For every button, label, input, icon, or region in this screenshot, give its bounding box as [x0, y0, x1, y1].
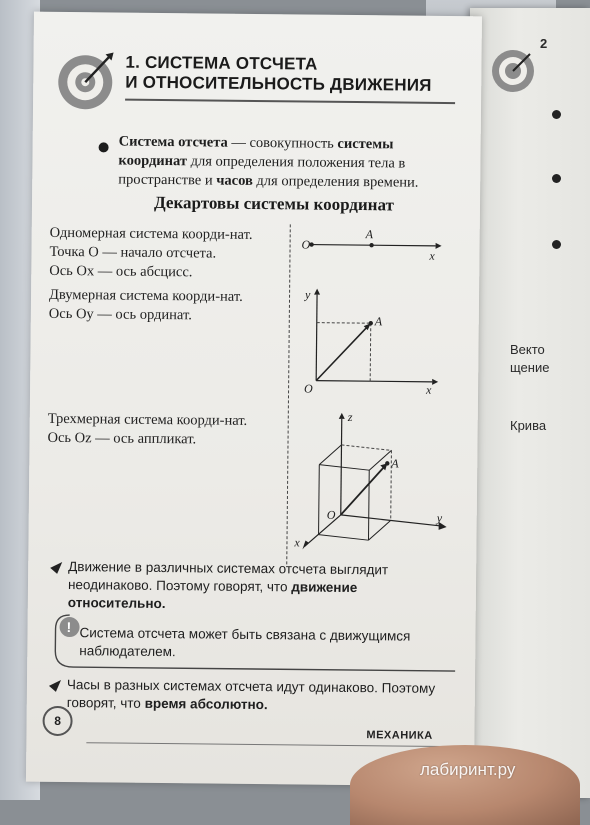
next-page-bullet	[552, 174, 561, 183]
footer-rule	[86, 742, 456, 747]
two-dim-text	[49, 286, 279, 326]
definition-text: для определения времени.	[252, 172, 419, 191]
next-page	[470, 8, 590, 798]
definition	[118, 133, 459, 194]
next-page-text: Векто	[510, 342, 545, 357]
two-dim-figure	[300, 284, 441, 395]
origin-label: O	[301, 237, 311, 252]
thumb	[350, 745, 580, 825]
x-axis-label: x	[294, 535, 300, 550]
origin-label: O	[304, 381, 313, 396]
title-rule	[125, 99, 455, 104]
one-dim-line: Одномерная система коорди-нат.	[49, 224, 253, 243]
one-dim-text	[49, 224, 280, 283]
next-page-target-icon	[490, 48, 536, 94]
next-page-text: щение	[510, 360, 550, 375]
next-page-corner: 2	[540, 36, 548, 51]
page-number: 8	[42, 706, 72, 736]
note-bold: движение относительно.	[67, 579, 358, 612]
point-label: A	[391, 456, 399, 471]
section-title-line1: СИСТЕМА ОТСЧЕТА	[144, 52, 318, 74]
one-dim-line: Ось Ox — ось абсцисс.	[49, 262, 193, 281]
two-dim-line: Двумерная система коорди-нат.	[48, 286, 243, 305]
note-text: Движение в различных системах отсчета выглядит неодинаково. Поэтому говорят, что	[67, 559, 389, 595]
note-text: Часы в разных системах отсчета идут одинаково. Поэтому говорят, что	[66, 677, 436, 711]
section-title-line2: И ОТНОСИТЕЛЬНОСТЬ ДВИЖЕНИЯ	[125, 72, 432, 95]
one-dim-line: Точка O — начало отсчета.	[49, 243, 217, 262]
three-dim-text	[47, 410, 277, 450]
next-page-bullet	[552, 110, 561, 119]
z-axis-label: z	[347, 409, 353, 425]
definition-bullet	[99, 142, 109, 152]
two-dim-line: Ось Oy — ось ординат.	[48, 305, 192, 324]
definition-text: для определения положения тела в пространстве и	[118, 153, 406, 189]
x-axis-label: x	[426, 382, 432, 397]
section-title	[125, 53, 455, 96]
next-page-bullet	[552, 240, 561, 249]
svg-text:!: !	[66, 619, 72, 636]
definition-term: Система отсчета	[118, 133, 228, 151]
y-axis-label: y	[304, 287, 311, 302]
next-page-text: Крива	[510, 418, 547, 433]
section-number: 1.	[125, 52, 141, 72]
y-axis-label: y	[436, 510, 443, 525]
note-bold: время абсолютно.	[144, 695, 268, 713]
footer-label: МЕХАНИКА	[366, 729, 433, 742]
three-dim-line: Ось Oz — ось аппликат.	[47, 429, 197, 448]
point-label: A	[365, 227, 374, 242]
note-moving-observer: Система отсчета может быть связана с движущимся наблюдателем.	[79, 625, 411, 660]
subheading: Декартовы системы координат	[153, 192, 395, 215]
definition-bold: системы координат	[118, 135, 394, 170]
origin-label: O	[326, 507, 336, 522]
definition-bold: часов	[216, 172, 253, 189]
three-dim-line: Трехмерная система коорди-нат.	[47, 410, 248, 429]
point-label: A	[374, 314, 383, 329]
x-axis-label: x	[429, 248, 435, 263]
book-page	[26, 12, 482, 787]
pointer-icon	[50, 562, 62, 574]
pointer-icon	[49, 680, 61, 692]
target-icon	[55, 50, 116, 111]
watermark: лабиринт.ру	[420, 760, 516, 779]
one-dim-figure	[301, 224, 441, 265]
three-dim-figure	[290, 404, 452, 556]
note-absolute-time	[67, 676, 447, 716]
definition-text: — совокупность	[227, 134, 338, 152]
